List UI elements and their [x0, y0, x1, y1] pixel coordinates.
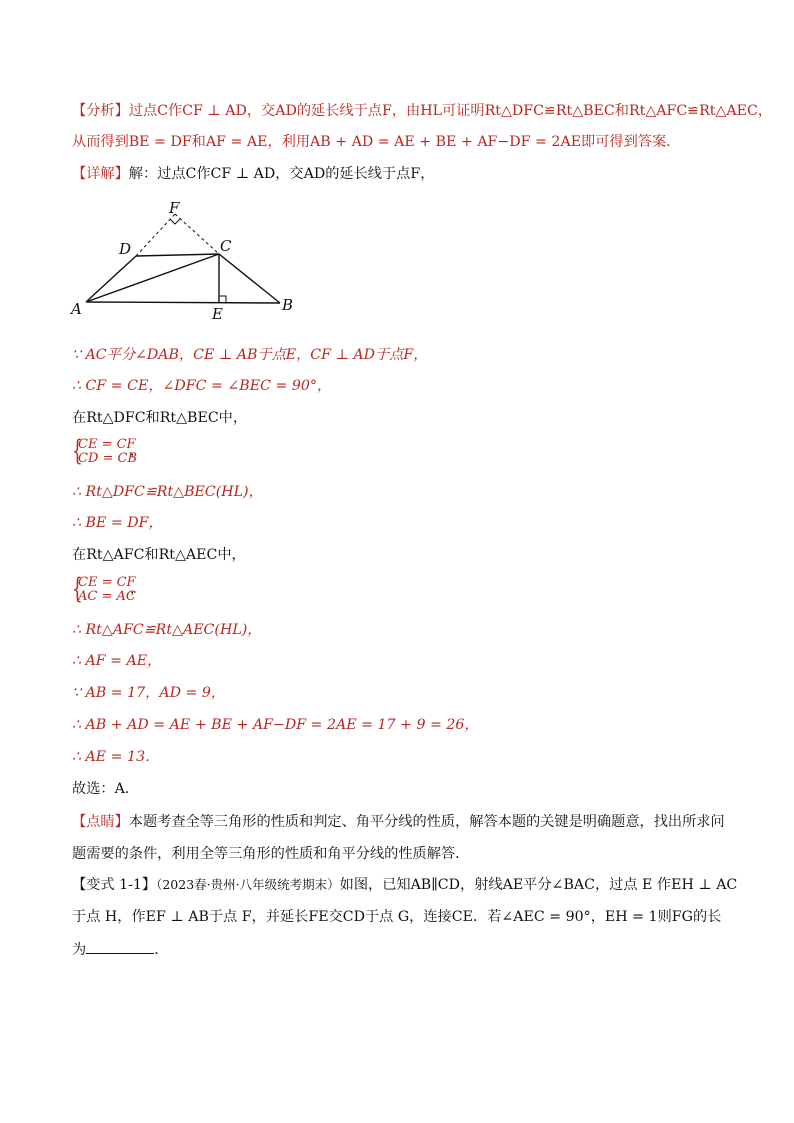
variant-text-1: 如图，已知AB∥CD，射线AE平分∠BAC，过点 E 作EH ⊥ AC [339, 877, 738, 893]
label-C: C [220, 237, 232, 255]
geometry-figure [60, 192, 310, 327]
answer-choice: 故选：A． [72, 781, 139, 797]
label-F: F [169, 199, 180, 217]
label-E: E [212, 305, 223, 323]
segment-AC [86, 254, 219, 302]
variant-source: （2023春·贵州·八年级统考期末） [156, 877, 340, 892]
variant-line-2: 于点 H，作EF ⊥ AB于点 F，并延长FE交CD于点 G，连接CE．若∠AEC = 90°，EH = 1则FG的长 [72, 909, 722, 925]
label-A: A [71, 300, 82, 318]
system-2-comma: ， [130, 582, 144, 597]
step-1: ∵ AC平分∠DAB，CE ⊥ AB于点E，CF ⊥ AD于点F， [72, 347, 428, 363]
variant-suffix: ． [154, 942, 169, 958]
answer-blank[interactable] [86, 939, 154, 954]
analysis-text-1: 过点C作CF ⊥ AD，交AD的延长线于点F，由HL可证明Rt△DFC≌Rt△BEC和Rt△AFC≌Rt△AEC， [128, 103, 773, 119]
step-9: ∵ AB = 17，AD = 9， [72, 685, 226, 701]
detail-intro-line [72, 164, 434, 184]
detail-intro: 解：过点C作CF ⊥ AD，交AD的延长线于点F， [128, 166, 435, 182]
comment-tag: 【点睛】 [72, 814, 129, 830]
step-8: ∴ AF = AE， [72, 653, 162, 669]
variant-tag: 【变式 1-1】 [72, 877, 157, 893]
system-2-row-2: AC = AC [78, 589, 136, 604]
brace-2: { [72, 572, 83, 605]
step-11: ∴ AE = 13． [72, 749, 160, 765]
step-5: ∴ BE = DF， [72, 515, 163, 531]
comment-line-2: 题需要的条件，利用全等三角形的性质和角平分线的性质解答． [72, 846, 470, 862]
label-B: B [282, 296, 294, 314]
segment-CB [219, 254, 280, 303]
analysis-tag: 【分析】 [72, 103, 129, 119]
step-3: 在Rt△DFC和Rt△BEC中， [72, 410, 248, 426]
segment-AD [86, 256, 136, 302]
label-D: D [119, 240, 132, 258]
detail-tag: 【详解】 [72, 166, 129, 182]
system-2-row-1: CE = CF [78, 575, 136, 590]
system-1-comma: ， [130, 444, 144, 459]
segment-AB [86, 302, 280, 303]
step-4: ∴ Rt△DFC≌Rt△BEC(HL)， [72, 484, 263, 500]
dashed-line-FC [175, 214, 219, 254]
segment-DC [136, 254, 219, 256]
comment-text-1: 本题考查全等三角形的性质和判定、角平分线的性质，解答本题的关键是明确题意，找出所求问 [128, 814, 725, 830]
right-angle-mark-F [170, 219, 180, 224]
system-1-row-2: CD = CB [78, 451, 138, 466]
variant-line-1 [72, 875, 737, 895]
comment-line-1 [72, 812, 725, 832]
step-2: ∴ CF = CE，∠DFC = ∠BEC = 90°， [72, 378, 332, 394]
step-7: ∴ Rt△AFC≌Rt△AEC(HL)， [72, 622, 262, 638]
analysis-line-1 [72, 101, 772, 121]
analysis-line-2 [72, 132, 680, 152]
variant-prefix: 为 [72, 942, 87, 958]
step-10: ∴ AB + AD = AE + BE + AF−DF = 2AE = 17 + 9 = 26， [72, 717, 479, 733]
system-1-row-1: CE = CF [78, 437, 136, 452]
analysis-text-2: 从而得到BE = DF和AF = AE，利用AB + AD = AE + BE + AF−DF = 2AE即可得到答案． [72, 134, 681, 150]
step-6: 在Rt△AFC和Rt△AEC中， [72, 547, 246, 563]
variant-line-3 [72, 939, 168, 960]
dashed-line-DF [136, 214, 175, 256]
brace-1: { [72, 434, 83, 467]
right-angle-mark-E [219, 296, 226, 303]
